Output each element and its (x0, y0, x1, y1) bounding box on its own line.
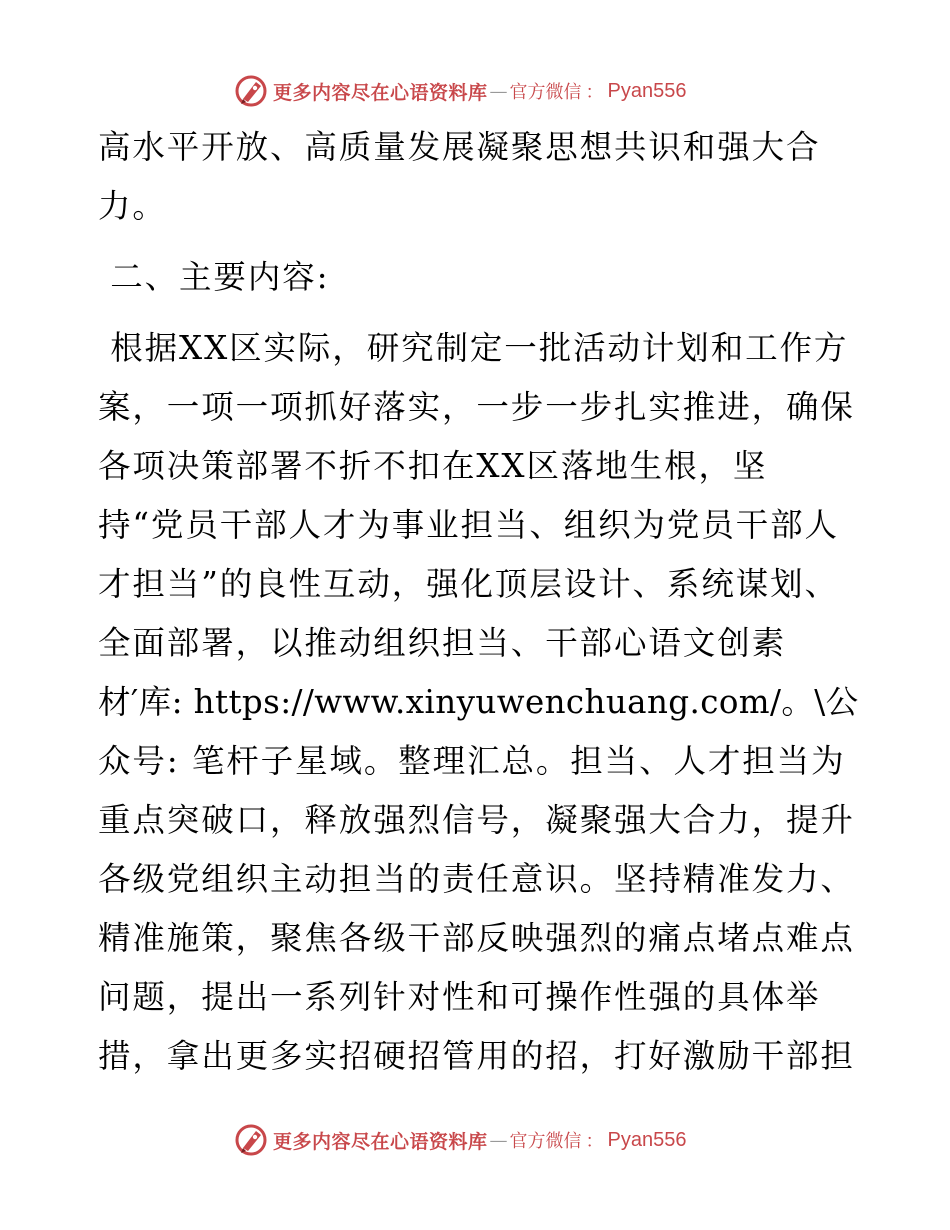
header-banner (234, 73, 734, 109)
text-line: 各级党组织主动担当的责任意识。坚持精准发力、 (98, 860, 855, 898)
banner-wechat-label: 官方微信 (509, 1131, 582, 1152)
text-line: 才担当”的良性互动，强化顶层设计、系统谋划、 (98, 565, 839, 603)
text-line: 各项决策部署不折不扣在XX区落地生根，坚 (98, 447, 768, 485)
text-line: 重点突破口，释放强烈信号，凝聚强大合力，提升 (98, 801, 855, 839)
text-line: 措，拿出更多实招硬招管用的招，打好激励干部担 (98, 1037, 855, 1075)
text-line-url: 材′库: https://www.xinyuwenchuang.com/。\公 (98, 683, 859, 721)
text-line: 众号: 笔杆子星域。整理汇总。担当、人才担当为 (98, 742, 846, 780)
banner-colon: ： (585, 1131, 604, 1152)
text-line: 持“党员干部人才为事业担当、组织为党员干部人 (98, 506, 839, 544)
banner-wechat-id: Pyan556 (607, 79, 687, 102)
text-line: 精准施策，聚焦各级干部反映强烈的痛点堵点难点 (98, 919, 855, 957)
pen-logo-icon (234, 74, 268, 108)
text-line: 高水平开放、高质量发展凝聚思想共识和强大合 (98, 128, 821, 166)
text-line: 问题，提出一系列针对性和可操作性强的具体举 (98, 978, 821, 1016)
banner-wechat-id: Pyan556 (607, 1128, 687, 1151)
footer-banner (234, 1122, 734, 1158)
banner-dash: — (489, 1129, 508, 1151)
pen-logo-icon (234, 1123, 268, 1157)
text-line: 力。 (98, 187, 167, 225)
banner-site-text: 更多内容尽在心语资料库 (273, 81, 488, 104)
banner-colon: ： (585, 82, 604, 103)
text-line: 全面部署，以推动组织担当、干部心语文创素 (98, 624, 787, 662)
body-text (98, 118, 858, 1086)
banner-wechat-label: 官方微信 (509, 82, 582, 103)
section-heading: 二、主要内容: (98, 258, 330, 296)
text-line: 案，一项一项抓好落实，一步一步扎实推进，确保 (98, 388, 855, 426)
banner-dash: — (489, 80, 508, 102)
banner-site-text: 更多内容尽在心语资料库 (273, 1130, 488, 1153)
text-line: 根据XX区实际，研究制定一批活动计划和工作方 (98, 329, 849, 367)
